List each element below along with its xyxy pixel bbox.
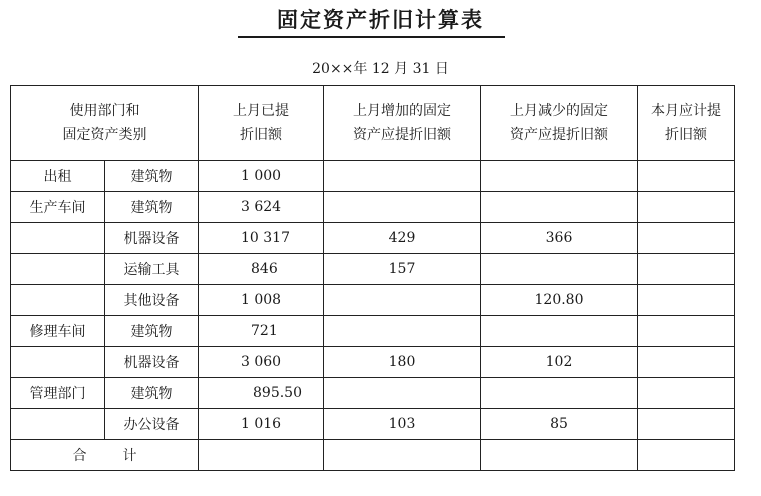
category-cell: 建筑物 <box>105 378 199 409</box>
header-category-line1: 使用部门和 <box>69 103 140 119</box>
decrease-cell <box>481 378 638 409</box>
increase-cell: 103 <box>324 409 481 440</box>
total-row <box>11 440 735 471</box>
table-row <box>11 254 735 285</box>
prev-cell: 1 008 <box>199 285 324 316</box>
total-prev-cell <box>199 440 324 471</box>
increase-cell: 157 <box>324 254 481 285</box>
document-date: 20××年 12 月 31 日 <box>312 61 449 77</box>
header-decrease <box>481 86 638 161</box>
prev-cell: 3 060 <box>199 347 324 378</box>
prev-cell: 846 <box>199 254 324 285</box>
header-prev-depreciation <box>199 86 324 161</box>
table-row <box>11 347 735 378</box>
category-cell: 建筑物 <box>105 192 199 223</box>
header-current <box>638 86 735 161</box>
decrease-cell <box>481 254 638 285</box>
decrease-cell: 120.80 <box>481 285 638 316</box>
increase-cell <box>324 285 481 316</box>
header-cur-line1: 本月应计提 <box>651 103 721 119</box>
header-inc-line2: 资产应提折旧额 <box>353 127 451 143</box>
header-dec-line1: 上月减少的固定 <box>510 103 608 119</box>
prev-cell: 721 <box>199 316 324 347</box>
prev-cell: 895.50 <box>199 378 324 409</box>
header-prev-line1: 上月已提 <box>233 103 289 119</box>
page-title: 固定资产折旧计算表 <box>277 8 484 32</box>
header-increase <box>324 86 481 161</box>
dept-cell: 生产车间 <box>11 192 105 223</box>
table-row <box>11 316 735 347</box>
prev-cell: 1 000 <box>199 161 324 192</box>
table-row <box>11 223 735 254</box>
decrease-cell <box>481 161 638 192</box>
decrease-cell: 85 <box>481 409 638 440</box>
increase-cell <box>324 161 481 192</box>
current-cell <box>638 409 735 440</box>
current-cell <box>638 347 735 378</box>
dept-cell <box>11 223 105 254</box>
total-current-cell <box>638 440 735 471</box>
category-cell: 办公设备 <box>105 409 199 440</box>
increase-cell: 429 <box>324 223 481 254</box>
dept-cell: 管理部门 <box>11 378 105 409</box>
table-row <box>11 378 735 409</box>
header-category <box>11 86 199 161</box>
prev-cell: 10 317 <box>199 223 324 254</box>
current-cell <box>638 316 735 347</box>
header-cur-line2: 折旧额 <box>665 127 707 143</box>
table-row <box>11 409 735 440</box>
dept-cell <box>11 254 105 285</box>
table-row <box>11 285 735 316</box>
category-cell: 机器设备 <box>105 347 199 378</box>
dept-cell <box>11 347 105 378</box>
current-cell <box>638 192 735 223</box>
current-cell <box>638 285 735 316</box>
title-underline <box>238 36 505 38</box>
total-increase-cell <box>324 440 481 471</box>
total-label-b: 计 <box>122 448 137 464</box>
category-cell: 其他设备 <box>105 285 199 316</box>
table-row <box>11 161 735 192</box>
dept-cell <box>11 285 105 316</box>
category-cell: 建筑物 <box>105 161 199 192</box>
category-cell: 建筑物 <box>105 316 199 347</box>
header-prev-line2: 折旧额 <box>240 127 282 143</box>
decrease-cell: 102 <box>481 347 638 378</box>
total-label <box>11 440 199 471</box>
header-row <box>11 86 735 161</box>
decrease-cell <box>481 316 638 347</box>
header-category-line2: 固定资产类别 <box>62 127 147 143</box>
dept-cell <box>11 409 105 440</box>
current-cell <box>638 161 735 192</box>
header-dec-line2: 资产应提折旧额 <box>510 127 608 143</box>
current-cell <box>638 254 735 285</box>
category-cell: 运输工具 <box>105 254 199 285</box>
dept-cell: 修理车间 <box>11 316 105 347</box>
table-row <box>11 192 735 223</box>
decrease-cell <box>481 192 638 223</box>
increase-cell <box>324 192 481 223</box>
prev-cell: 1 016 <box>199 409 324 440</box>
current-cell <box>638 223 735 254</box>
increase-cell <box>324 316 481 347</box>
current-cell <box>638 378 735 409</box>
total-decrease-cell <box>481 440 638 471</box>
increase-cell: 180 <box>324 347 481 378</box>
dept-cell: 出租 <box>11 161 105 192</box>
increase-cell <box>324 378 481 409</box>
depreciation-table <box>10 85 735 471</box>
decrease-cell: 366 <box>481 223 638 254</box>
total-label-a: 合 <box>72 448 87 464</box>
category-cell: 机器设备 <box>105 223 199 254</box>
prev-cell: 3 624 <box>199 192 324 223</box>
header-inc-line1: 上月增加的固定 <box>353 103 451 119</box>
